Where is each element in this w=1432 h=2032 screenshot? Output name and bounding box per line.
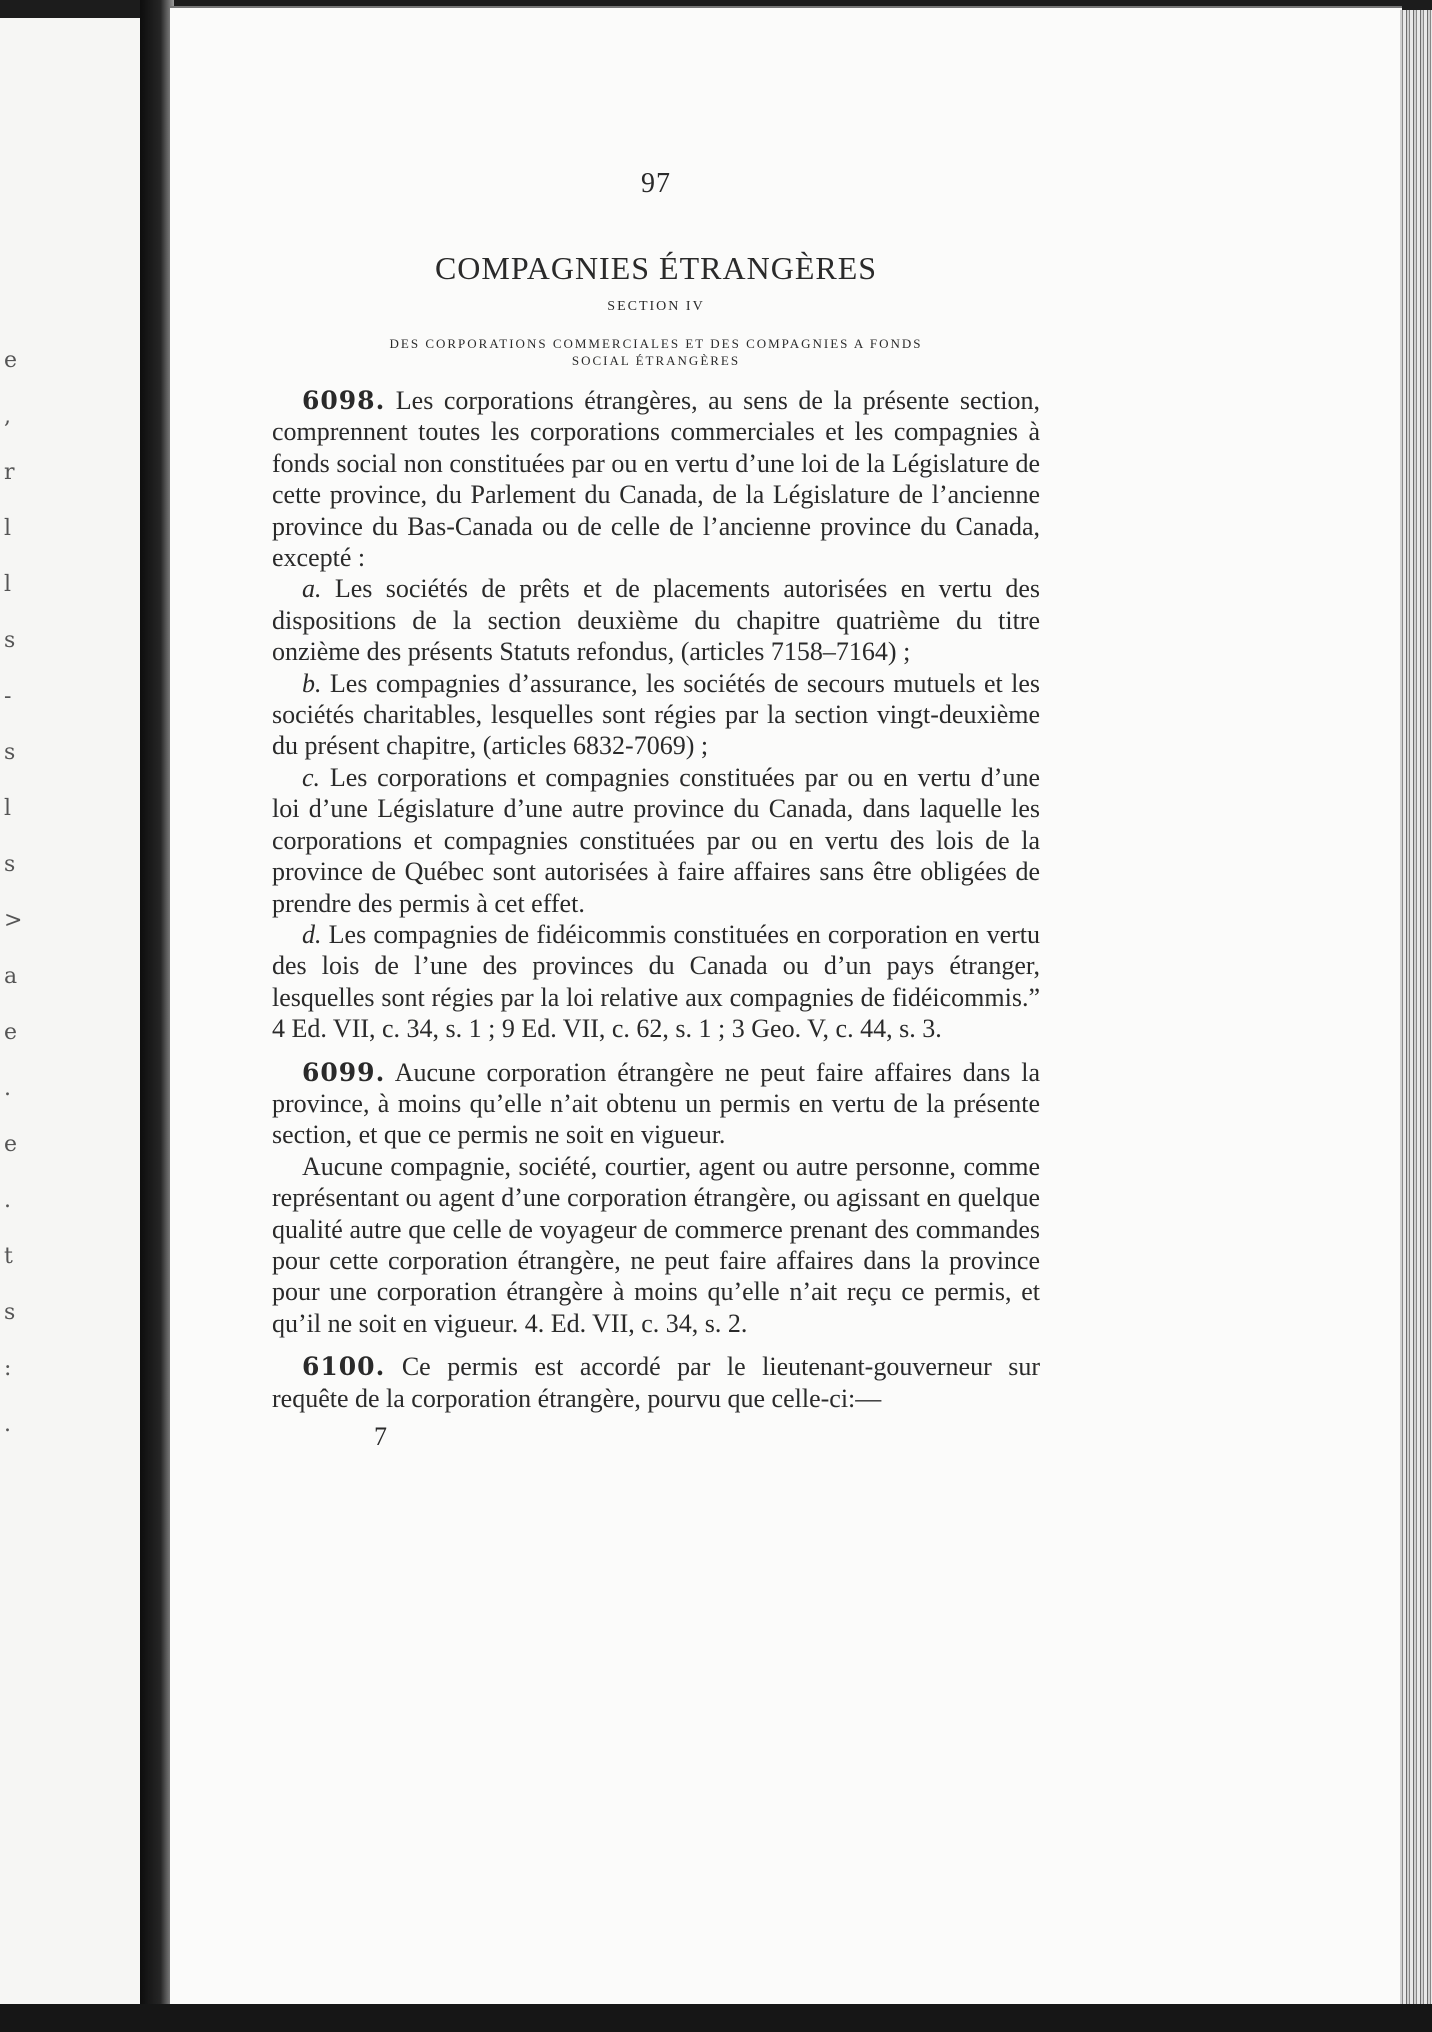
section-subtitle-line-2: SOCIAL ÉTRANGÈRES (571, 353, 741, 368)
item-c (272, 762, 1040, 919)
right-page (170, 6, 1402, 2006)
section-subtitle-line-1: DES CORPORATIONS COMMERCIALES ET DES COMPAGNIES A FONDS (389, 336, 923, 351)
left-page-margin (0, 18, 143, 2008)
facing-page-edge-char: l (4, 572, 12, 597)
section-label: SECTION IV (607, 299, 705, 314)
facing-page-edge-char: l (4, 516, 12, 541)
facing-page-edge-char: . (4, 1076, 11, 1101)
article-6100 (272, 1351, 1040, 1414)
facing-page-edge-char: , (4, 404, 11, 429)
facing-page-edge-char: s (4, 628, 16, 653)
page-text (272, 168, 1040, 1452)
book-gutter (140, 0, 174, 2032)
facing-page-edge-char: e (4, 348, 18, 373)
facing-page-edge-char: : (4, 1356, 12, 1381)
article-text: Ce permis est accordé par le lieutenant-gouverneur sur requête de la corporation étrangère, pourvu que celle-ci:— (272, 1352, 1041, 1413)
facing-page-edge-char: a (4, 964, 18, 989)
article-6098 (272, 385, 1040, 573)
article-number: 6100. (302, 1352, 386, 1382)
article-6099 (272, 1057, 1040, 1151)
facing-page-edge-char: . (4, 1188, 11, 1213)
article-number: 6098. (302, 386, 386, 415)
scan-bottom-band (0, 2004, 1432, 2032)
facing-page-edge-char: s (4, 1300, 16, 1325)
facing-page-edge-char: s (4, 740, 16, 765)
section-subtitle (272, 335, 1040, 369)
facing-page-edge-char: > (4, 908, 23, 933)
article-text: Les corporations étrangères, au sens de la présente section, comprennent toutes les corporations commerciales et les compagnies à fonds social non constituées par ou en vertu d’une loi de la Législature de cette province, du Parlement du Canada, de la Législature de l’ancienne province du Bas-Canada ou de celle de l’ancienne province du Canada, excepté : (272, 386, 1040, 573)
facing-page-edge-char: - (4, 684, 12, 709)
facing-page-edge-char: . (4, 1412, 11, 1437)
item-letter: c. (302, 762, 321, 792)
facing-page-edge-char: t (4, 1244, 13, 1269)
item-b (272, 668, 1040, 762)
page-edge-stack (1400, 10, 1432, 2010)
item-d (272, 919, 1040, 1045)
item-letter: a. (302, 574, 322, 604)
article-6099-paragraph-2: Aucune compagnie, société, courtier, agent ou autre personne, comme représentant ou agent d’une corporation étrangère, ou agissant en quelque qualité autre que celle de voyageur de commerce prenant des commandes pour cette corporation étrangère, ne peut faire affaires dans la province pour une corporation étrangère à moins qu’elle n’ait reçu ce permis, et qu’il ne soit en vigueur. 4. Ed. VII, c. 34, s. 2. (272, 1151, 1040, 1338)
facing-page-edge-char: e (4, 1020, 18, 1045)
page-title: COMPAGNIES ÉTRANGÈRES (434, 250, 878, 286)
item-text: Les compagnies d’assurance, les sociétés de secours mutuels et les sociétés charitables, lesquelles sont régies par la section vingt-deuxième du présent chapitre, (articles 6832-7069) ; (272, 668, 1040, 761)
item-letter: b. (302, 668, 322, 698)
article-number: 6099. (302, 1057, 386, 1087)
item-text: Les corporations et compagnies constituées par ou en vertu d’une loi d’une Législature d’une autre province du Canada, dans laquelle les corporations et compagnies constituées par ou en vertu des lois de la province de Québec sont autorisées à faire affaires sans être obligées de prendre des permis à cet effet. (272, 762, 1040, 918)
item-text: Les sociétés de prêts et de placements autorisées en vertu des dispositions de la section deuxième du chapitre quatrième du titre onzième des présents Statuts refondus, (articles 7158–7164) ; (272, 574, 1040, 667)
signature-mark: 7 (374, 1422, 387, 1451)
item-text: Les compagnies de fidéicommis constituées en corporation en vertu des lois de l’une des provinces du Canada ou d’un pays étranger, lesquelles sont régies par la loi relative aux compagnies de fidéicommis.” 4 Ed. VII, c. 34, s. 1 ; 9 Ed. VII, c. 62, s. 1 ; 3 Geo. V, c. 44, s. 3. (272, 919, 1040, 1044)
page-number: 97 (641, 168, 671, 199)
item-a (272, 573, 1040, 667)
facing-page-edge-char: l (4, 796, 12, 821)
item-letter: d. (302, 919, 322, 949)
facing-page-edge-char: e (4, 1132, 18, 1157)
facing-page-edge-char: s (4, 852, 16, 877)
article-text: Aucune corporation étrangère ne peut faire affaires dans la province, à moins qu’elle n’ait obtenu un permis en vertu de la présente section, et que ce permis ne soit en vigueur. (272, 1057, 1040, 1150)
facing-page-edge-char: r (4, 460, 15, 485)
